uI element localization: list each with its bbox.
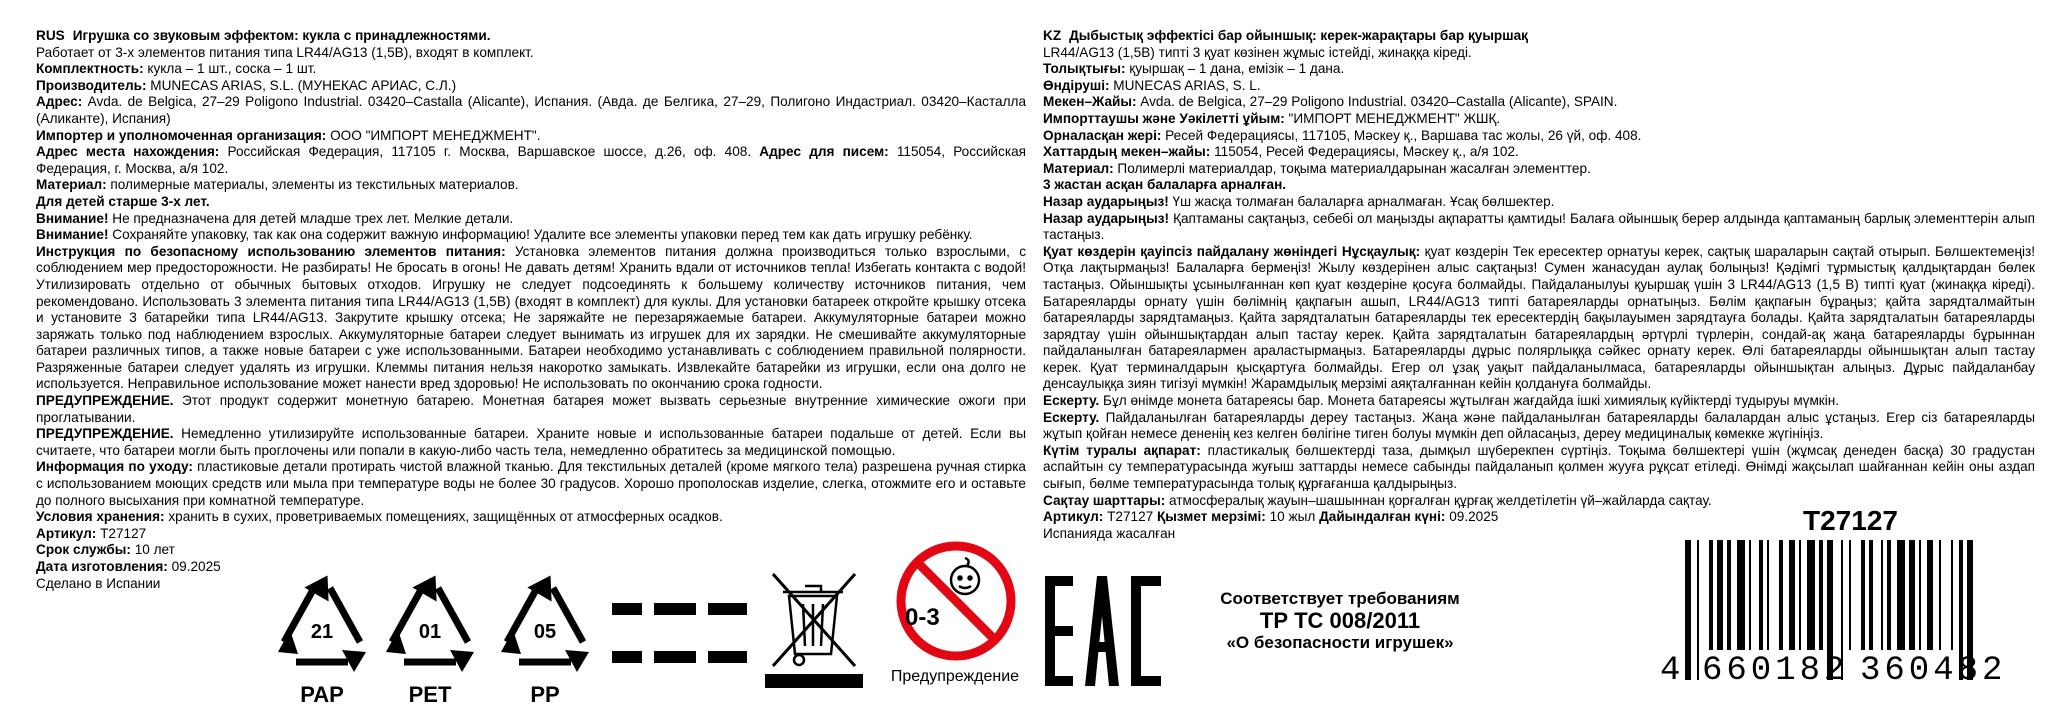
- recycle-code: 05: [533, 621, 557, 643]
- barcode-bar: [1869, 540, 1873, 650]
- barcode-bar: [1909, 540, 1915, 650]
- kz-completeness: [1043, 61, 2035, 78]
- kz-title-line: [1043, 28, 2035, 45]
- kz-lang-code: KZ: [1043, 28, 1062, 43]
- ru-age-text: Для детей старше 3-х лет.: [36, 193, 210, 209]
- kz-care-value: пластикалық бөлшектерді таза, дымқыл шүберекпен сүртіңіз. Тоқыма бөлшектері үшін (жұмсақ денеден басқа) 30 градустан аспайтын су температурасында жуғыш заттарды немесе сабынды пайдаланып қолмен жууға рұқсат етіледі. Өнімді жақсылап шайғаннан кейін оны аздап сығып, бөлме температурасында толық құрғағанша қалдырыңыз.: [1043, 442, 2035, 492]
- kz-importer-label: Импорттаушы және Уәкілетті ұйым:: [1043, 110, 1285, 126]
- kz-caution-2: [1043, 410, 2035, 443]
- barcode-digits-left: 660182: [1702, 652, 1849, 690]
- ru-date-value: 09.2025: [167, 559, 221, 574]
- eac-line-3: «О безопасности игрушек»: [1226, 633, 1454, 652]
- kz-importer-value: "ИМПОРТ МЕНЕДЖМЕНТ" ЖШҚ.: [1284, 110, 1501, 126]
- ru-importer: [36, 128, 1026, 145]
- kz-location-value: Ресей Федерациясы, 117105, Мәскеу қ., Варшава тас жолы, 26 үй, оф. 408.: [1161, 127, 1642, 143]
- kz-care: [1043, 443, 2035, 493]
- ru-location-label: Адрес места нахождения:: [36, 144, 220, 160]
- ru-address: [36, 94, 1026, 127]
- barcode-bar: [1685, 540, 1691, 680]
- eac-compliance-text: [1190, 588, 1490, 654]
- barcode-bar: [1737, 540, 1745, 650]
- kz-battery-value: қуат көздерін Тек ересектер орнатуы керек, сақтық шараларын сақтай отырып. Бөлшектемеңіз! Отқа лақтырмаңыз! Балаларға бермеңіз! Жылу көздерінен алыс сақтаңыз! Сумен жанасудан аулақ болыңыз! Қәдімгі тұрмыстық қалдықтардан бөлек тастаңыз. Ойыншықты ұсынылғаннан көп қуат көздеріне қосуға болмайды. Пайдаланылуы қуыршақ үшін 3 LR44/AG13 (1,5 В) типті қуат (жинаққа кіреді). Батареяларды орнату үшін бөлімнің қақпағын ашып, LR44/AG13 типті батареяларды орнатыңыз. Бөлім қақпағын бұраңыз; қайта зарядталмайтын батареяларды зарядтамаңыз. Қайта зарядталатын батареяларды тек ересектердің бақылауымен зарядтауға болады. Қайта зарядталатын батареяларды зарядтау үшін ойыншықтардан алып тастау керек. Қайта зарядталатын батареялардың әртүрлі түрлерін, сондай-ақ жаңа батареяларды бұрыннан пайдаланылған батареялармен араластырмаңыз. Батареяларды дұрыс полярлыққа сәйкес орнату керек. Өлі батареяларды ойыншықтан алып тастау керек. Қуат терминалдарын қысқартуға болмайды. Егер ол ұзақ уақыт пайдаланылмаса, батареяларды ойыншықтан алыңыз. Дұрыс пайдаланбау денсаулыққа зиян тигізуі мүмкін! Жарамдылық мерзімі аяқталғаннан кейін қолдануға болмайды.: [1043, 243, 2036, 392]
- kz-caution-2-label: Ескерту.: [1043, 409, 1100, 425]
- ru-lang-code: RUS: [36, 28, 65, 43]
- barcode-bar: [1927, 540, 1933, 650]
- ru-warning-2-label: Внимание!: [36, 227, 109, 243]
- ru-warning-2-value: Сохраняйте упаковку, так как она содержит важную информацию! Удалите все элементы упаковки перед тем как дать игрушку ребёнку.: [108, 227, 973, 243]
- ru-mail-value: 115054, Российская Федерация, г. Москва, а/я 102.: [36, 144, 1026, 176]
- ru-battery-value: Установка элементов питания должна производиться только взрослыми, с соблюдением мер предосторожности. Не разбирать! Не бросать в огонь! Не давать детям! Хранить вдали от источников тепла! Избегать контакта с водой! Утилизировать отдельно от обычных бытовых отходов. Игрушку не следует подсоединять к большему количеству источников питания, чем рекомендовано. Использовать 3 элемента питания типа LR44/AG13 (1,5В) (входят в комплект) для куклы. Для установки батареек откройте крышку отсека и установите 3 батарейки типа LR44/AG13. Закрутите крышку отсека; Не заряжайте не перезаряжаемые батареи. Аккумуляторные батареи можно заряжать только под наблюдением взрослых. Аккумуляторные батареи следует вынимать из игрушек для их зарядки. Не смешивайте аккумуляторные батареи различных типов, а также новые батареи с уже использованными. Батареи необходимо устанавливать с соблюдением правильной полярности. Разряженные батареи следует удалять из игрушки. Клеммы питания нельзя накоротко замыкать. Извлекайте батарейки из игрушки, если она долго не используется. Неправильное использование может нанести вред здоровью! Не использовать по окончанию срока годности.: [36, 243, 1026, 392]
- kz-age: [1043, 177, 2035, 194]
- ru-location-value: Российская Федерация, 117105 г. Москва, Варшавское шоссе, д.26, оф. 408.: [219, 144, 752, 160]
- kz-article-value: T27127: [1103, 509, 1154, 525]
- barcode-bar: [1767, 540, 1769, 650]
- ru-storage-label: Условия хранения:: [36, 509, 165, 525]
- ru-manufacturer: [36, 78, 1026, 95]
- ru-made: Сделано в Испании: [36, 575, 161, 591]
- kz-address: [1043, 94, 2035, 111]
- barcode-bar: [1939, 540, 1941, 650]
- barcode-bar: [1709, 540, 1713, 650]
- kz-material: [1043, 161, 2035, 178]
- kz-life-label: Қызмет мерзімі:: [1153, 509, 1266, 525]
- kz-warning-1-value: Үш жасқа толмаған балаларға арналмаған. Ұсақ бөлшектер.: [1168, 193, 1555, 209]
- kz-location-label: Орналасқан жері:: [1043, 127, 1162, 143]
- ru-caution-1-value: Этот продукт содержит монетную батарею. Монетная батарея может вызвать серьезные внутренние химические ожоги при проглатывании.: [36, 393, 1026, 425]
- kz-manufacturer-label: Өндіруші:: [1043, 77, 1110, 93]
- barcode: [1660, 540, 2040, 715]
- kz-material-value: Полимерлі материалдар, тоқыма материалдарынан жасалған элементтер.: [1113, 160, 1591, 176]
- ru-battery: [36, 244, 1026, 393]
- barcode-bar: [1789, 540, 1795, 650]
- barcode-digit-first: 4: [1660, 652, 1681, 690]
- recycle-pp-symbol: [485, 570, 605, 710]
- eac-mark-icon: [1045, 576, 1173, 686]
- age-badge: 0-3: [905, 604, 940, 631]
- barcode-bar: [1807, 540, 1815, 650]
- recycle-code: 21: [310, 621, 334, 643]
- age-warning-block: [885, 540, 1025, 720]
- kz-warning-1-label: Назар аударыңыз!: [1043, 193, 1169, 209]
- ru-life-value: 10 лет: [130, 542, 175, 558]
- barcode-bar: [1819, 540, 1823, 650]
- barcode-bar: [1951, 540, 1953, 650]
- age-warning-icon: [895, 540, 1017, 662]
- kz-warning-2-label: Назар аударыңыз!: [1043, 210, 1170, 226]
- ru-material-label: Материал:: [36, 177, 107, 193]
- ru-title-line: [36, 28, 1026, 45]
- ru-importer-label: Импортер и уполномоченная организация:: [36, 127, 327, 143]
- ru-completeness: [36, 61, 1026, 78]
- ru-location: [36, 144, 1026, 177]
- kz-column: [1043, 28, 2035, 542]
- ru-caution-1-label: ПРЕДУПРЕЖДЕНИЕ.: [36, 393, 174, 409]
- ru-manufacturer-value: MUNECAS ARIAS, S.L. (МУНЕКАС АРИАС, С.Л.): [146, 77, 457, 93]
- kz-warning-2-value: Қаптаманы сақтаңыз, себебі ол маңызды ақпаратты қамтиды! Балаға ойыншық берер алдында қаптаманың барлық элементтерін алып тастаңыз.: [1043, 210, 2036, 243]
- ru-completeness-value: кукла – 1 шт., соска – 1 шт.: [143, 61, 317, 77]
- barcode-article: T27127: [1803, 505, 1898, 536]
- ru-title: Игрушка со звуковым эффектом: кукла с принадлежностями.: [72, 28, 491, 43]
- kz-warning-2: [1043, 211, 2035, 244]
- ru-warning-1-value: Не предназначена для детей младше трех лет. Мелкие детали.: [108, 210, 514, 226]
- ru-article-label: Артикул:: [36, 525, 97, 541]
- kz-article-label: Артикул:: [1043, 509, 1104, 525]
- ru-warning-2: [36, 227, 1026, 244]
- ru-life: [36, 542, 1026, 559]
- ru-care: [36, 459, 1026, 509]
- barcode-bar: [1779, 540, 1783, 650]
- kz-mail-value: 115054, Ресей Федерациясы, Мәскеу қ., а/я 102.: [1210, 144, 1519, 160]
- recycle-label: PP: [530, 682, 560, 707]
- kz-mail: [1043, 144, 2035, 161]
- eac-line-2: ТР ТС 008/2011: [1259, 608, 1421, 633]
- ru-date-label: Дата изготовления:: [36, 559, 168, 574]
- barcode-digits-right: 360482: [1860, 652, 2007, 690]
- kz-completeness-value: қуыршақ – 1 дана, емізік – 1 дана.: [1125, 61, 1345, 77]
- kz-battery: [1043, 244, 2035, 393]
- ru-mail-label: Адрес для писем:: [751, 144, 889, 160]
- barcode-bar: [1697, 540, 1699, 680]
- kz-made: Испанияда жасалған: [1043, 525, 1176, 541]
- ru-material-value: полимерные материалы, элементы из текстильных материалов.: [106, 177, 519, 193]
- crossed-bin-icon: [765, 568, 863, 688]
- ru-storage-value: хранить в сухих, проветриваемых помещениях, защищённых от атмосферных осадков.: [164, 509, 723, 525]
- kz-storage-value: атмосфералық жауын–шашыннан қорғалған құрғақ желдетілетін үй–жайларда сақтау.: [1165, 492, 1712, 508]
- kz-warning-1: [1043, 194, 2035, 211]
- ru-warning-1-label: Внимание!: [36, 210, 109, 226]
- kz-life-value: 10 жыл: [1265, 509, 1316, 525]
- ru-completeness-label: Комплектность:: [36, 61, 144, 77]
- barcode-bar: [1727, 540, 1731, 650]
- ru-power: Работает от 3-х элементов питания типа LR44/AG13 (1,5В), входят в комплект.: [36, 44, 534, 60]
- kz-date-label: Дайындалған күні:: [1315, 509, 1446, 525]
- kz-caution-1-value: Бұл өнімде монета батареясы бар. Монета батареясы жұтылған жағдайда ішкі химиялық күйіктерді тудыруы мүмкін.: [1099, 393, 1840, 409]
- kz-storage-label: Сақтау шарттары:: [1043, 492, 1166, 508]
- kz-caution-1: [1043, 393, 2035, 410]
- recycle-label: PET: [408, 682, 452, 707]
- recycle-pet-symbol: [370, 570, 490, 710]
- kz-manufacturer: [1043, 78, 2035, 95]
- ru-storage: [36, 509, 1026, 526]
- ru-caution-1: [36, 393, 1026, 426]
- ru-manufacturer-label: Производитель:: [36, 77, 147, 93]
- barcode-bar: [1881, 540, 1883, 650]
- ru-care-label: Информация по уходу:: [36, 459, 193, 475]
- ru-caution-2-label: ПРЕДУПРЕЖДЕНИЕ.: [36, 426, 174, 442]
- recycle-pap-symbol: [262, 570, 382, 710]
- ru-caution-2: [36, 426, 1026, 459]
- ru-care-value: пластиковые детали протирать чистой влажной тканью. Для текстильных деталей (кроме мягкого тела) разрешена ручная стирка с использованием моющих средств или мыла при температуре воды не более 30 градусов. Хорошо прополоскав изделие, слегка, отожмите его и оставьте до полного высыхания при комнатной температуре.: [36, 459, 1026, 508]
- barcode-bar: [1717, 540, 1723, 650]
- kz-completeness-label: Толықтығы:: [1043, 61, 1126, 77]
- ru-age: [36, 194, 1026, 211]
- ru-column: [36, 28, 1026, 592]
- barcode-bar: [1919, 540, 1921, 650]
- eac-line-1: Соответствует требованиям: [1220, 589, 1460, 608]
- kz-mail-label: Хаттардың мекен–жайы:: [1043, 144, 1211, 160]
- ru-article: [36, 526, 1026, 543]
- kz-address-label: Мекен–Жайы:: [1043, 94, 1137, 110]
- ru-article-value: T27127: [96, 525, 147, 541]
- age-caption: Предупреждение: [890, 668, 1020, 685]
- barcode-bar: [1759, 540, 1763, 650]
- kz-caution-2-value: Пайдаланылған батареяларды дереу тастаңыз. Жаңа және пайдаланылған батареяларды балалардан алыс ұстаңыз. Егер сіз батареяларды жұтып қойған немесе дененің кез келген бөлігіне тиген болуы мүмкін деп ойласаңыз, дереу медициналық көмекке жүгініңіз.: [1043, 409, 2035, 442]
- kz-caution-1-label: Ескерту.: [1043, 393, 1100, 409]
- kz-age-text: 3 жастан асқан балаларға арналған.: [1043, 177, 1287, 193]
- kz-battery-label: Қуат көздерін қауіпсіз пайдалану жөніндегі Нұсқаулық:: [1043, 243, 1421, 259]
- ru-material: [36, 177, 1026, 194]
- ru-address-value: Avda. de Belgica, 27–29 Poligono Industrial. 03420–Castalla (Alicante), Испания. (Авда. де Белгика, 27–29, Полигоно Индастриал. 03420–Касталла (Аликанте), Испания): [36, 94, 1026, 126]
- kz-importer: [1043, 111, 2035, 128]
- barcode-bar: [1861, 540, 1865, 650]
- ru-address-label: Адрес:: [36, 94, 83, 110]
- ru-battery-label: Инструкция по безопасному использованию элементов питания:: [36, 243, 506, 259]
- kz-location: [1043, 128, 2035, 145]
- barcode-bar: [1897, 540, 1905, 650]
- barcode-bar: [1799, 540, 1801, 650]
- barcode-bar: [1887, 540, 1891, 650]
- kz-date-value: 09.2025: [1445, 509, 1499, 525]
- ru-caution-2-value: Немедленно утилизируйте использованные батареи. Храните новые и использованные батареи подальше от детей. Если вы считаете, что батареи могли быть проглочены или попали в какую-либо часть тела, немедленно обратитесь за медицинской помощью.: [36, 426, 1026, 458]
- kz-material-label: Материал:: [1043, 160, 1114, 176]
- kz-care-label: Күтім туралы ақпарат:: [1043, 442, 1201, 458]
- dash-lines-icon: [612, 603, 747, 665]
- barcode-bar: [1749, 540, 1751, 650]
- recycle-code: 01: [418, 621, 442, 643]
- kz-address-value: Avda. de Belgica, 27–29 Poligono Industrial. 03420–Castalla (Alicante), SPAIN.: [1136, 94, 1618, 110]
- recycle-label: PAP: [300, 682, 344, 707]
- kz-manufacturer-value: MUNECAS ARIAS, S. L.: [1109, 77, 1261, 93]
- ru-warning-1: [36, 211, 1026, 228]
- kz-title: Дыбыстық эффектісі бар ойыншық: керек-жарақтары бар қуыршақ: [1069, 28, 1528, 43]
- ru-life-label: Срок службы:: [36, 542, 131, 558]
- ru-importer-value: ООО "ИМПОРТ МЕНЕДЖМЕНТ".: [326, 127, 541, 143]
- barcode-bar: [1849, 540, 1851, 650]
- kz-power: LR44/AG13 (1,5В) типті 3 қуат көзінен жұмыс істейді, жинаққа кіреді.: [1043, 44, 1472, 60]
